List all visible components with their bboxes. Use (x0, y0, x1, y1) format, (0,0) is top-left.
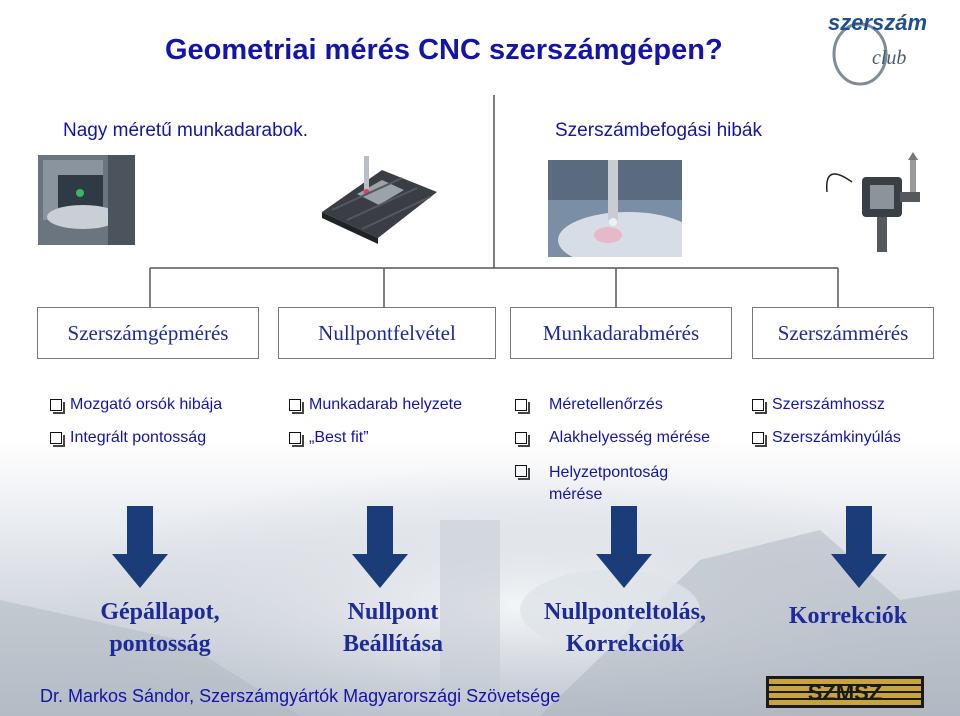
checkbox-bullet-icon (752, 432, 764, 444)
bullet-item: Mozgató orsók hibája (50, 396, 222, 414)
category-box-workpiece: Munkadarabmérés (510, 307, 732, 359)
checkbox-bullet-icon (515, 399, 527, 411)
down-arrow-icon (596, 506, 652, 588)
bullet-item: Munkadarab helyzete (289, 396, 462, 414)
checkbox-bullet-icon (50, 432, 62, 444)
down-arrow-icon (352, 506, 408, 588)
bullet-item: Szerszámkinyúlás (752, 429, 901, 447)
hierarchy-connectors (0, 0, 960, 320)
checkbox-bullet-icon (515, 465, 527, 477)
result-zeropoint: Nullpont Beállítása (343, 599, 443, 657)
left-heading: Nagy méretű munkadarabok. (63, 120, 309, 141)
checkbox-bullet-icon (289, 399, 301, 411)
bullet-item: Méretellenőrzés (515, 396, 663, 414)
category-box-machine: Szerszámgépmérés (37, 307, 259, 359)
svg-text:SZMSZ: SZMSZ (807, 680, 883, 705)
result-workpiece: Nullponteltolás, Korrekciók (543, 599, 707, 657)
bullet-item: „Best fit” (289, 429, 369, 447)
checkbox-bullet-icon (50, 399, 62, 411)
svg-text:szerszám: szerszám (828, 10, 928, 35)
result-tool: Korrekciók (788, 603, 908, 629)
down-arrow-icon (831, 506, 887, 588)
checkbox-bullet-icon (289, 432, 301, 444)
szmsz-logo (766, 676, 924, 708)
footer-author: Dr. Markos Sándor, Szerszámgyártók Magyarországi Szövetsége (40, 686, 561, 706)
bullet-item: Helyzetpontoság mérése (515, 462, 699, 506)
bullet-item: Integrált pontosság (50, 429, 206, 447)
svg-text:club: club (872, 47, 907, 69)
right-heading: Szerszámbefogási hibák (555, 120, 762, 141)
down-arrow-icon (112, 506, 168, 588)
checkbox-bullet-icon (752, 399, 764, 411)
bullet-item: Alakhelyesség mérése (515, 429, 710, 447)
bullet-item: Szerszámhossz (752, 396, 885, 414)
checkbox-bullet-icon (515, 432, 527, 444)
page-title: Geometriai mérés CNC szerszámgépen? (165, 34, 723, 66)
category-box-tool: Szerszámmérés (752, 307, 934, 359)
result-machine: Gépállapot, pontosság (100, 599, 220, 657)
category-box-zeropoint: Nullpontfelvétel (278, 307, 496, 359)
